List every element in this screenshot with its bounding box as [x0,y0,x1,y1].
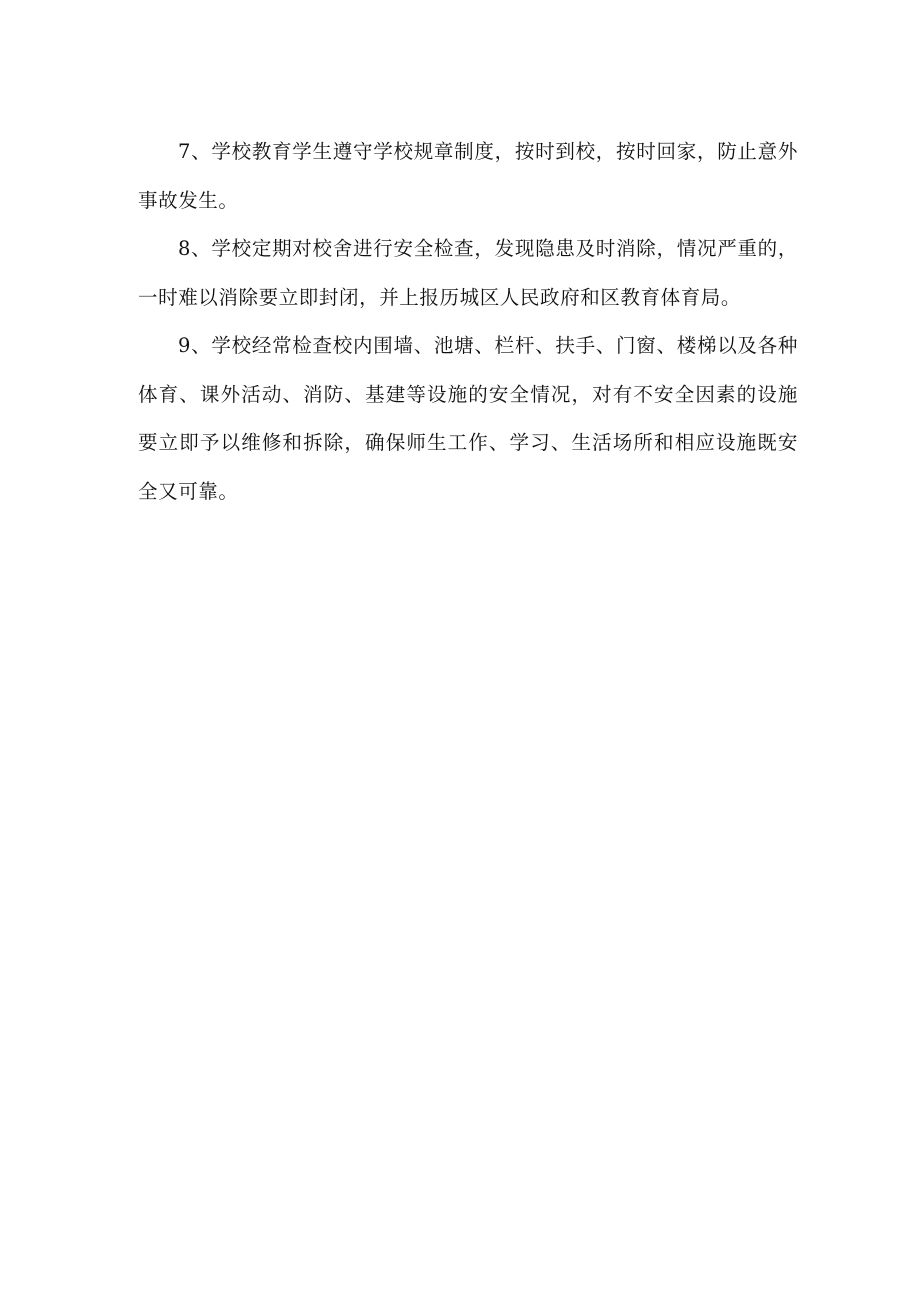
paragraph-8: 8、学校定期对校舍进行安全检查，发现隐患及时消除，情况严重的，一时难以消除要立即封闭，并上报历城区人民政府和区教育体育局。 [138,237,798,309]
paragraph-9: 9、学校经常检查校内围墙、池塘、栏杆、扶手、门窗、楼梯以及各种体育、课外活动、消防、基建等设施的安全情况，对有不安全因素的设施要立即予以维修和拆除，确保师生工作、学习、生活场所和相应设施既安全又可靠。 [138,334,798,503]
paragraph-7: 7、学校教育学生遵守学校规章制度，按时到校，按时回家，防止意外事故发生。 [138,140,798,212]
document-body [138,128,798,516]
